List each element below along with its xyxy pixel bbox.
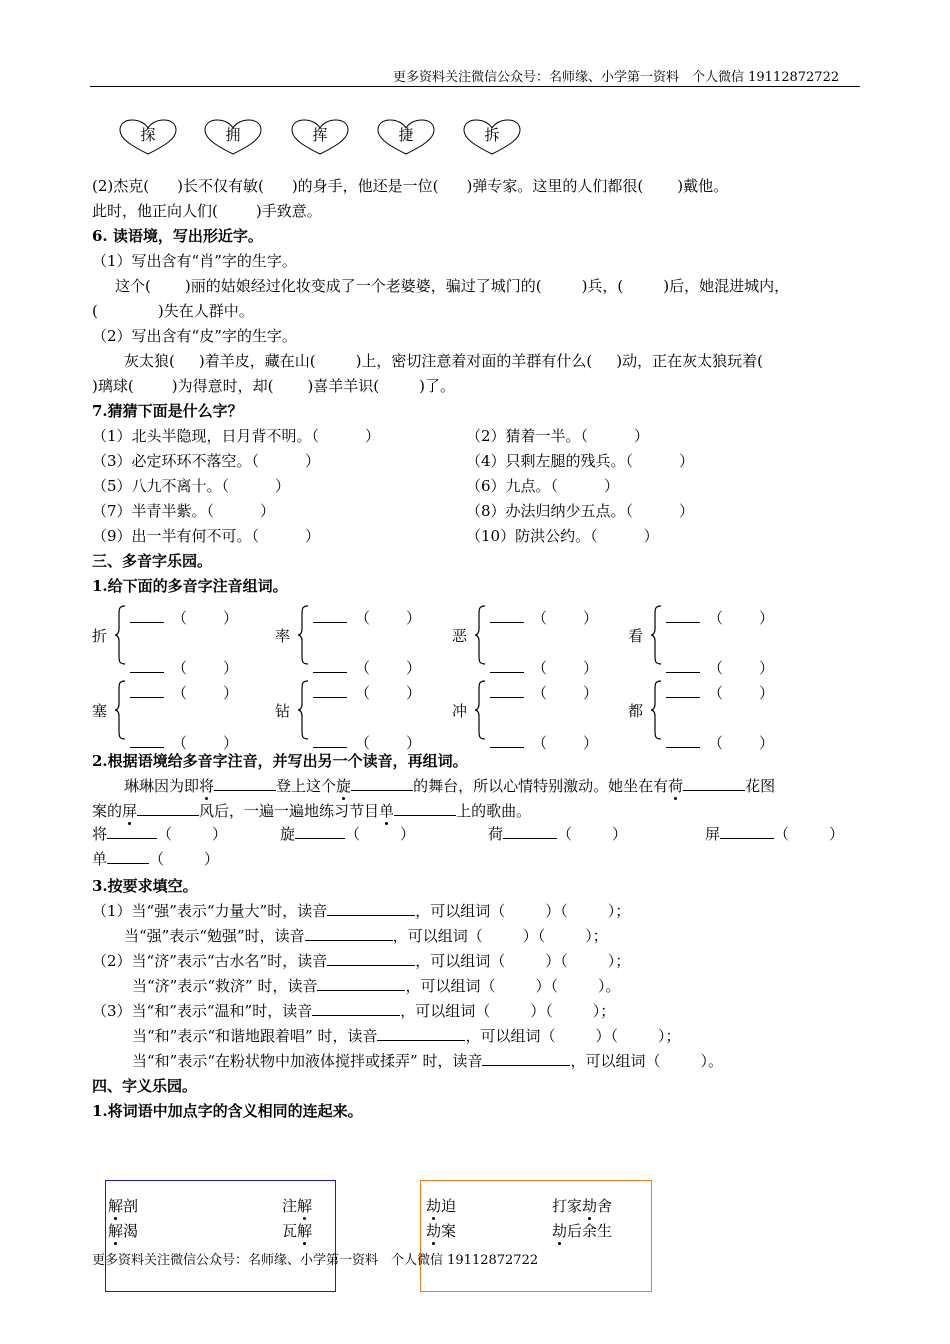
riddle-right: （4）只剩左腿的残兵。（ ） bbox=[466, 452, 695, 470]
page-footer: 更多资料关注微信公众号：名师缘、小学第一资料 个人微信 19112872722 bbox=[92, 1253, 539, 1268]
pinyin-blank-row: （ ） bbox=[490, 682, 598, 703]
riddle-right: （8）办法归纳少五点。（ ） bbox=[466, 502, 695, 520]
polyphone-char: 率 bbox=[275, 627, 291, 645]
brace-icon bbox=[297, 605, 309, 665]
header-rule bbox=[90, 86, 860, 87]
riddle-left: （5）八九不离十。（ ） bbox=[92, 477, 291, 495]
heart-char: 探 bbox=[140, 126, 156, 144]
pinyin-blank-row: （ ） bbox=[130, 732, 238, 753]
s3-title: 三、多音字乐园。 bbox=[92, 552, 213, 570]
s3-q2-line1: 琳琳因为即将 登上这个旋 的舞台，所以心情特别激动。她坐在有荷 花图 bbox=[124, 777, 776, 795]
polyphone-char: 恶 bbox=[452, 627, 468, 645]
brace-icon bbox=[114, 605, 126, 665]
q5-2-line2: 此时，他正向人们( )手致意。 bbox=[92, 202, 322, 220]
riddle-right: （10）防洪公约。（ ） bbox=[466, 527, 659, 545]
pinyin-blank-row: （ ） bbox=[130, 682, 238, 703]
q2-reading-item: 将 （ ） bbox=[92, 825, 228, 843]
match-word: 解剖 bbox=[108, 1197, 139, 1215]
riddle-left: （7）半青半紫。（ ） bbox=[92, 502, 276, 520]
brace-icon bbox=[114, 680, 126, 740]
q3-line: 当“济”表示“救济” 时，读音 ，可以组词（ ）（ ）。 bbox=[132, 977, 621, 995]
brace-icon bbox=[297, 680, 309, 740]
polyphone-char: 看 bbox=[628, 627, 644, 645]
s4-title: 四、字义乐园。 bbox=[92, 1077, 198, 1095]
q2-reading-item: 屏 （ ） bbox=[705, 825, 845, 843]
s3-q2-line2: 案的屏 风后，一遍一遍地练习节目单 上的歌曲。 bbox=[92, 802, 532, 820]
pinyin-blank-row: （ ） bbox=[313, 732, 421, 753]
pinyin-blank-row: （ ） bbox=[666, 732, 774, 753]
riddle-left: （3）必定环环不落空。（ ） bbox=[92, 452, 321, 470]
q2-reading-item: 旋 （ ） bbox=[280, 825, 416, 843]
s7-title: 7.猜猜下面是什么字？ bbox=[92, 402, 243, 420]
q5-2-line1: (2)杰克( )长不仅有敏( )的身手，他还是一位( )弹专家。这里的人们都很( )戴他。 bbox=[92, 177, 729, 195]
q2-reading-item: 单 （ ） bbox=[92, 850, 220, 868]
s6-p2a: 灰太狼( )着羊皮，藏在山( )上，密切注意着对面的羊群有什么( )动，正在灰太狼玩着( bbox=[124, 352, 764, 370]
q3-line: （2）当“济”表示“古水名”时，读音 ，可以组词（ ）（ ）； bbox=[92, 952, 631, 970]
heart-card bbox=[290, 118, 350, 156]
pinyin-blank-row: （ ） bbox=[490, 732, 598, 753]
heart-card bbox=[118, 118, 178, 156]
brace-icon bbox=[474, 680, 486, 740]
dotted-char: 旋 bbox=[336, 777, 352, 795]
s6-p2: （2）写出含有“皮”字的生字。 bbox=[92, 327, 297, 345]
s6-p1b: ( )失在人群中。 bbox=[92, 302, 254, 320]
pinyin-blank-row: （ ） bbox=[666, 682, 774, 703]
match-word: 瓦解 bbox=[282, 1222, 313, 1240]
riddle-left: （1）北头半隐现，日月背不明。（ ） bbox=[92, 427, 381, 445]
q3-line: 当“和”表示“在粉状物中加液体搅拌或揉弄” 时，读音 ，可以组词（ ）。 bbox=[132, 1052, 723, 1070]
brace-icon bbox=[650, 680, 662, 740]
s3-q2: 2.根据语境给多音字注音，并写出另一个读音，再组词。 bbox=[92, 752, 468, 770]
heart-card bbox=[203, 118, 263, 156]
dotted-char: 单 bbox=[379, 802, 395, 820]
polyphone-char: 折 bbox=[92, 627, 108, 645]
q3-line: （1）当“强”表示“力量大”时，读音 ，可以组词（ ）（ ）； bbox=[92, 902, 631, 920]
pinyin-blank-row: （ ） bbox=[130, 607, 238, 628]
pinyin-blank-row: （ ） bbox=[666, 657, 774, 678]
pinyin-blank-row: （ ） bbox=[130, 657, 238, 678]
pinyin-blank-row: （ ） bbox=[313, 657, 421, 678]
page-header: 更多资料关注微信公众号：名师缘、小学第一资料 个人微信 19112872722 bbox=[393, 70, 840, 85]
match-word: 劫迫 bbox=[426, 1197, 457, 1215]
s4-q1: 1.将词语中加点字的含义相同的连起来。 bbox=[92, 1102, 363, 1120]
heart-card bbox=[376, 118, 436, 156]
polyphone-char: 塞 bbox=[92, 702, 108, 720]
s6-p2b: )璃球( )为得意时，却( )喜羊羊识( )了。 bbox=[92, 377, 456, 395]
riddle-right: （6）九点。（ ） bbox=[466, 477, 620, 495]
dotted-char: 将 bbox=[199, 777, 215, 795]
brace-icon bbox=[474, 605, 486, 665]
polyphone-char: 都 bbox=[628, 702, 644, 720]
polyphone-char: 钻 bbox=[275, 702, 291, 720]
pinyin-blank-row: （ ） bbox=[490, 607, 598, 628]
dotted-char: 屏 bbox=[122, 802, 138, 820]
match-word: 解渴 bbox=[108, 1222, 139, 1240]
riddle-left: （9）出一半有何不可。（ ） bbox=[92, 527, 321, 545]
heart-char: 捷 bbox=[398, 126, 414, 144]
s6-p1: （1）写出含有“肖”字的生字。 bbox=[92, 252, 297, 270]
match-word: 劫案 bbox=[426, 1222, 457, 1240]
s6-p1a: 这个( )丽的姑娘经过化妆变成了一个老婆婆，骗过了城门的( )兵，( )后，她混进城内， bbox=[115, 277, 790, 295]
heart-char: 拆 bbox=[484, 126, 500, 144]
pinyin-blank-row: （ ） bbox=[666, 607, 774, 628]
pinyin-blank-row: （ ） bbox=[313, 682, 421, 703]
q2-reading-item: 荷 （ ） bbox=[488, 825, 628, 843]
riddle-right: （2）猜着一半。（ ） bbox=[466, 427, 650, 445]
s6-title: 6. 读语境，写出形近字。 bbox=[92, 227, 263, 245]
match-word: 劫后余生 bbox=[552, 1222, 613, 1240]
polyphone-char: 冲 bbox=[452, 702, 468, 720]
dotted-char: 荷 bbox=[668, 777, 684, 795]
q3-line: 当“和”表示“和谐地跟着唱” 时，读音 ，可以组词（ ）（ ）； bbox=[132, 1027, 681, 1045]
heart-card bbox=[462, 118, 522, 156]
pinyin-blank-row: （ ） bbox=[490, 657, 598, 678]
heart-char: 挥 bbox=[312, 126, 328, 144]
heart-char: 拥 bbox=[225, 126, 241, 144]
match-word: 打家劫舍 bbox=[552, 1197, 613, 1215]
match-word: 注解 bbox=[282, 1197, 313, 1215]
q3-line: 当“强”表示“勉强”时，读音 ，可以组词（ ）（ ）； bbox=[124, 927, 608, 945]
pinyin-blank-row: （ ） bbox=[313, 607, 421, 628]
s3-q3: 3.按要求填空。 bbox=[92, 877, 198, 895]
brace-icon bbox=[650, 605, 662, 665]
q3-line: （3）当“和”表示“温和”时，读音 ，可以组词（ ）（ ）； bbox=[92, 1002, 616, 1020]
s3-q1: 1.给下面的多音字注音组词。 bbox=[92, 577, 288, 595]
